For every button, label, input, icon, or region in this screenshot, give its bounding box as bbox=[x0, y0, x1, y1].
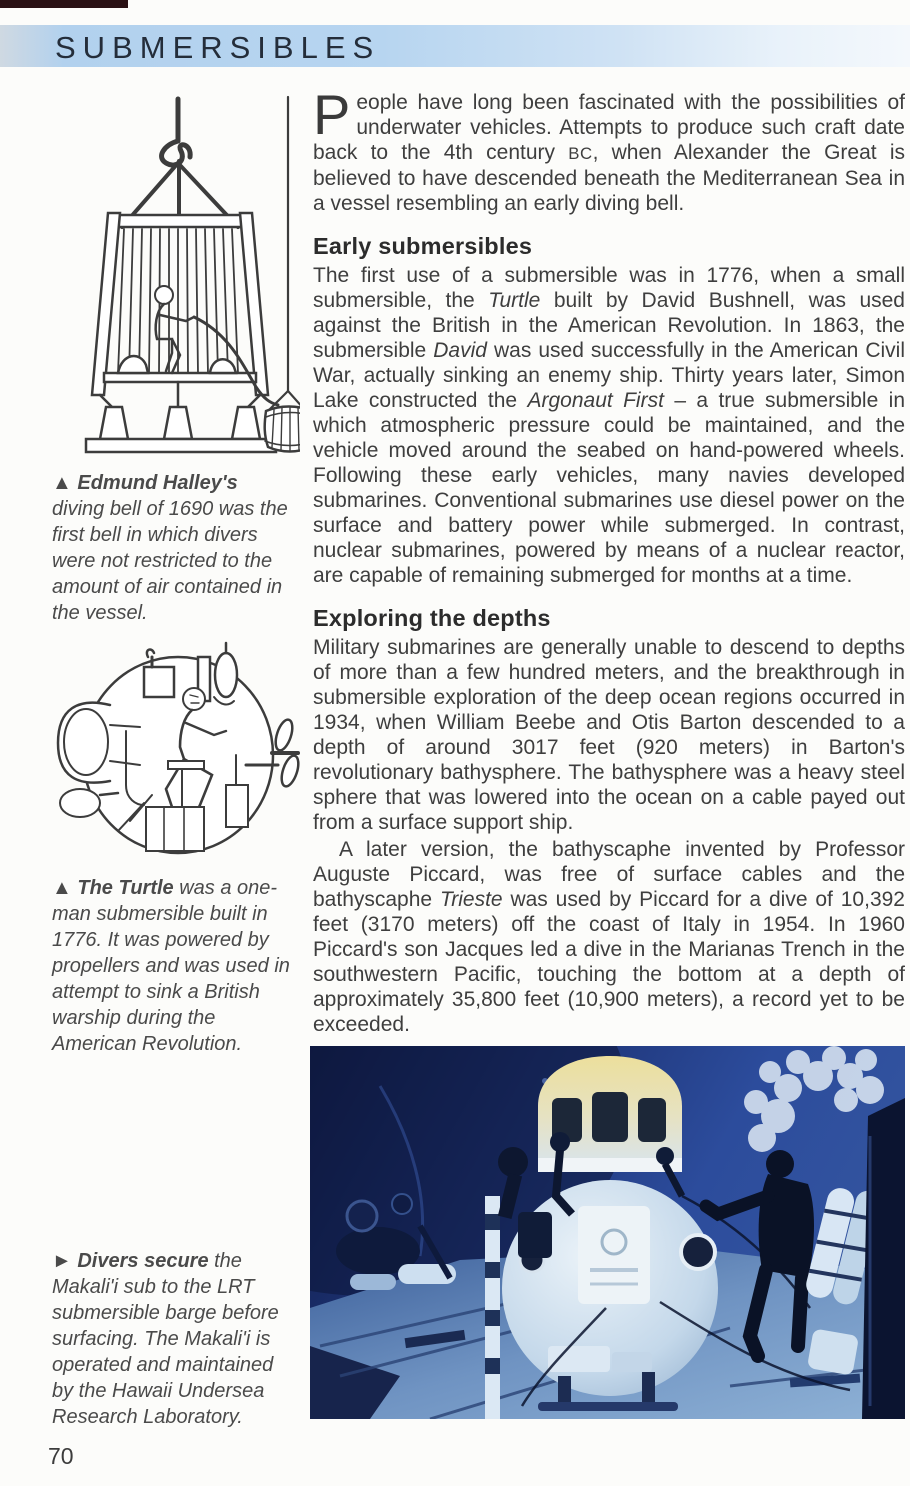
exploring-depths-paragraph-1: Military submarines are generally unable to descend to depths of more than a few hundred meters, and the breakthrough in submersible exploration of the deep ocean regions occurred in 1934, when William Beebe and Otis Barton descended to a depth of around 3017 feet (920 meters) in Barton's revolutionary bathysphere. The bathysphere was a heavy steel sphere that was lowered into the ocean on a cable payed out from a surface support ship. bbox=[313, 636, 905, 834]
scan-edge-artifact bbox=[0, 0, 128, 8]
intro-text: eople have long been fascinated with the possibilities of underwater vehicles. Attempts to produce such craft date back to the 4th century BC, when Alexander the Great is believed to have descended beneath the Mediterranean Sea in a vessel resembling an early diving bell. bbox=[313, 91, 905, 215]
page-title: SUBMERSIBLES bbox=[55, 30, 381, 65]
caption-turtle: ▲ The Turtle was a one-man submersible built in 1776. It was powered by propellers and was used in attempt to sink a British warship during the American Revolution. bbox=[52, 877, 290, 1055]
intro-paragraph bbox=[313, 83, 905, 216]
turtle-submersible-illustration bbox=[48, 635, 300, 867]
heading-exploring-the-depths: Exploring the depths bbox=[313, 605, 551, 631]
caption-makalii: ► Divers secure the Makali'i sub to the LRT submersible barge before surfacing. The Makali'i is operated and maintained by the Hawaii Undersea Research Laboratory. bbox=[52, 1250, 279, 1428]
makalii-underwater-photo bbox=[310, 1046, 905, 1419]
exploring-depths-paragraph-2: A later version, the bathyscaphe invented by Professor Auguste Piccard, was free of surface cables and the bathyscaphe Trieste was used by Piccard for a dive of 10,392 feet (3170 meters) off the coast of Italy in 1954. In 1960 Piccard's son Jacques led a dive in the Marianas Trench in the southwestern Pacific, touching the bottom at a depth of approximately 35,800 feet (10,900 meters), a record yet to be exceeded. bbox=[313, 838, 905, 1036]
drop-cap: P bbox=[313, 83, 351, 146]
halley-diving-bell-illustration bbox=[60, 95, 300, 463]
heading-early-submersibles: Early submersibles bbox=[313, 233, 533, 259]
caption-halley-bell: ▲ Edmund Halley's diving bell of 1690 was the first bell in which divers were not restricted to the amount of air contained in the vessel. bbox=[52, 472, 288, 624]
main-text-column bbox=[313, 83, 906, 1419]
early-submersibles-paragraph: The first use of a submersible was in 1776, when a small submersible, the Turtle built by David Bushnell, was used against the British in the American Revolution. In 1863, the submersible David was used successfully in the American Civil War, actually sinking an enemy ship. Thirty years later, Simon Lake constructed the Argonaut First – a true submersible in which atmospheric pressure could be maintained, and the vehicle moved around the seabed on hand-powered wheels. Following these early vehicles, many navies developed submarines. Conventional submarines use diesel power on the surface and battery power while submerged. In contrast, nuclear submarines, powered by means of a nuclear reactor, are capable of remaining submerged for months at a time. bbox=[313, 264, 906, 587]
page-number: 70 bbox=[48, 1443, 74, 1469]
